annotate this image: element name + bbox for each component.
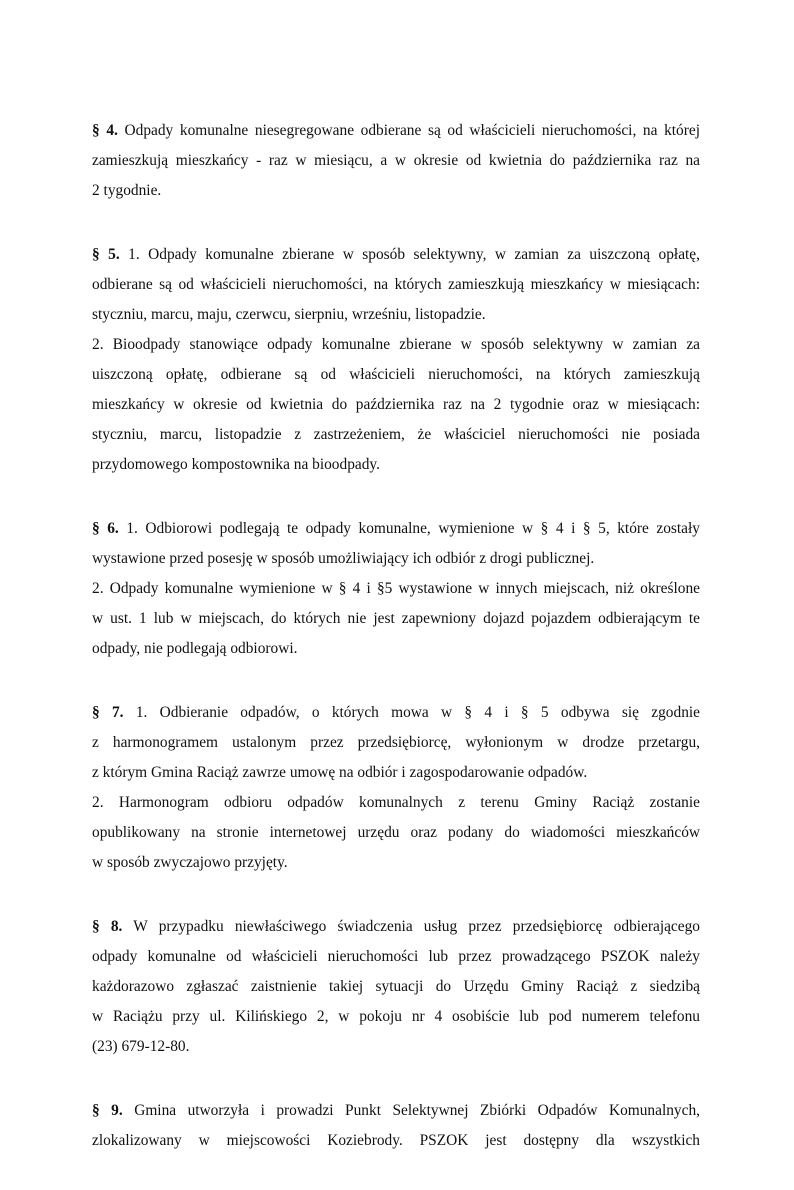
text-line: z harmonogramem ustalonym przez przedsiębiorcę, wyłonionym w drodze przetargu, — [92, 734, 700, 751]
section-label: § 9. — [92, 1102, 123, 1119]
section-5 — [92, 240, 700, 480]
section-4 — [92, 116, 700, 206]
text-line: z którym Gmina Raciąż zawrze umowę na odbiór i zagospodarowanie odpadów. — [92, 764, 588, 781]
text-line: w ust. 1 lub w miejscach, do których nie jest zapewniony dojazd pojazdem odbierającym te — [92, 610, 700, 627]
text-line: odpady komunalne od właścicieli nieruchomości lub przez prowadzącego PSZOK należy — [92, 948, 700, 965]
text-line: § 4. Odpady komunalne niesegregowane odbierane są od właścicieli nieruchomości, na której — [92, 122, 700, 139]
text-line: odpady, nie podlegają odbiorowi. — [92, 640, 298, 657]
text-line: odbierane są od właścicieli nieruchomości, na których zamieszkują mieszkańcy w miesiącach: — [92, 276, 700, 293]
section-6 — [92, 514, 700, 664]
text-line: 2 tygodnie. — [92, 182, 162, 199]
section-label: § 5. — [92, 246, 120, 263]
section-label: § 8. — [92, 918, 123, 935]
section-7 — [92, 698, 700, 878]
text-line: mieszkańcy w okresie od kwietnia do października raz na 2 tygodnie oraz w miesiącach: — [92, 396, 700, 413]
section-9 — [92, 1096, 700, 1156]
text-line: 2. Bioodpady stanowiące odpady komunalne zbierane w sposób selektywny w zamian za — [92, 336, 700, 353]
document-page — [92, 116, 700, 1190]
text-line: każdorazowo zgłaszać zaistnienie takiej sytuacji do Urzędu Gminy Raciąż z siedzibą — [92, 978, 700, 995]
text-line: § 7. 1. Odbieranie odpadów, o których mowa w § 4 i § 5 odbywa się zgodnie — [92, 704, 700, 721]
text-line: zamieszkują mieszkańcy - raz w miesiącu, a w okresie od kwietnia do października raz na — [92, 152, 700, 169]
text-line: styczniu, marcu, maju, czerwcu, sierpniu, wrześniu, listopadzie. — [92, 306, 486, 323]
section-8 — [92, 912, 700, 1062]
text-line: 2. Harmonogram odbioru odpadów komunalnych z terenu Gminy Raciąż zostanie — [92, 794, 700, 811]
text-line: wystawione przed posesję w sposób umożliwiający ich odbiór z drogi publicznej. — [92, 550, 595, 567]
text-line: (23) 679-12-80. — [92, 1038, 190, 1055]
text-line: 2. Odpady komunalne wymienione w § 4 i §5 wystawione w innych miejscach, niż określone — [92, 580, 700, 597]
section-label: § 7. — [92, 704, 124, 721]
text-line: styczniu, marcu, listopadzie z zastrzeżeniem, że właściciel nieruchomości nie posiada — [92, 426, 700, 443]
text-line: uiszczoną opłatę, odbierane są od właścicieli nieruchomości, na których zamieszkują — [92, 366, 700, 383]
text-line: § 8. W przypadku niewłaściwego świadczenia usług przez przedsiębiorcę odbierającego — [92, 918, 700, 935]
section-label: § 4. — [92, 122, 118, 139]
section-label: § 6. — [92, 520, 119, 537]
text-line: w Raciążu przy ul. Kilińskiego 2, w pokoju nr 4 osobiście lub pod numerem telefonu — [92, 1008, 700, 1025]
text-line: przydomowego kompostownika na bioodpady. — [92, 456, 380, 473]
text-line: § 5. 1. Odpady komunalne zbierane w sposób selektywny, w zamian za uiszczoną opłatę, — [92, 246, 700, 263]
text-line: w sposób zwyczajowo przyjęty. — [92, 854, 288, 871]
text-line: § 6. 1. Odbiorowi podlegają te odpady komunalne, wymienione w § 4 i § 5, które zostały — [92, 520, 700, 537]
text-line: opublikowany na stronie internetowej urzędu oraz podany do wiadomości mieszkańców — [92, 824, 700, 841]
text-line: zlokalizowany w miejscowości Koziebrody. PSZOK jest dostępny dla wszystkich — [92, 1132, 700, 1149]
text-line: § 9. Gmina utworzyła i prowadzi Punkt Selektywnej Zbiórki Odpadów Komunalnych, — [92, 1102, 700, 1119]
